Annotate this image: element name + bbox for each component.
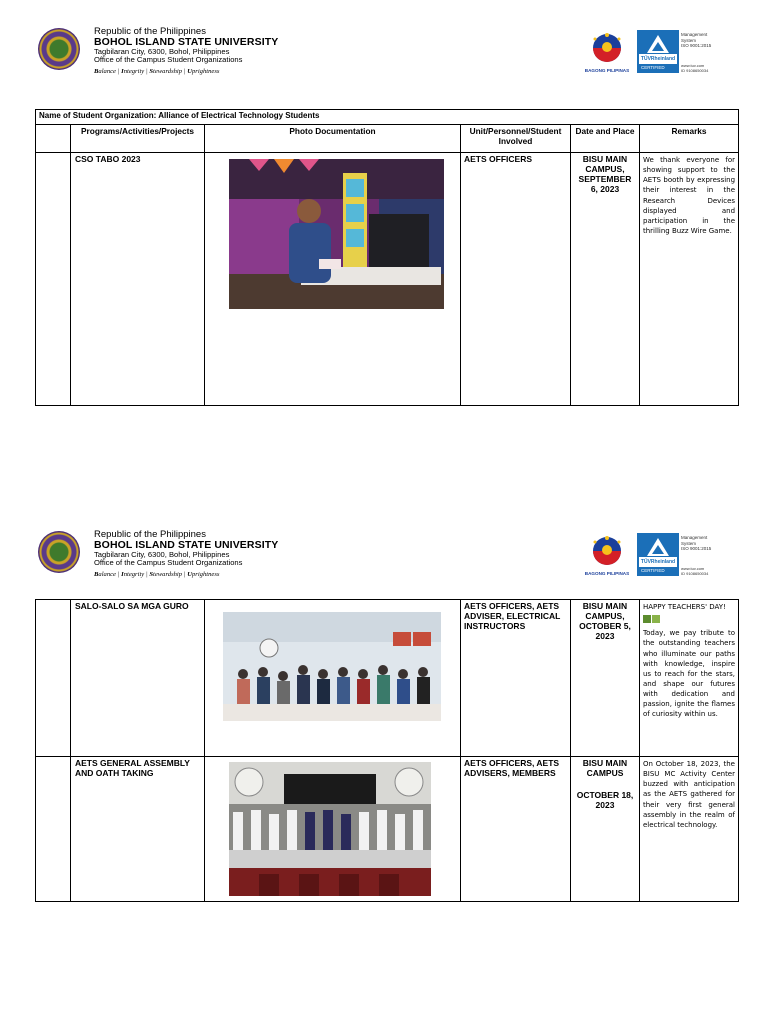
office-line: Office of the Campus Student Organizations bbox=[94, 54, 243, 64]
program-name: SALO-SALO SA MGA GURO bbox=[71, 600, 205, 757]
date-place: BISU MAIN CAMPUS, OCTOBER 5, 2023 bbox=[571, 600, 640, 757]
tuv-certification-badge: TÜVRheinland CERTIFIED Management System ISO 9001:2015 www.tuv.com ID 9108650034 bbox=[637, 30, 717, 73]
unit-involved: AETS OFFICERS, AETS ADVISER, ELECTRICAL INSTRUCTORS bbox=[461, 600, 571, 757]
col-photo: Photo Documentation bbox=[205, 125, 461, 153]
emoji-icon bbox=[643, 615, 651, 623]
emoji-icons bbox=[643, 614, 735, 624]
page1-header bbox=[0, 0, 768, 75]
remarks-title: HAPPY TEACHERS' DAY! bbox=[643, 603, 726, 611]
university-name: BOHOL ISLAND STATE UNIVERSITY bbox=[94, 35, 279, 48]
photo-teachers-day-group bbox=[223, 612, 441, 721]
remarks: On October 18, 2023, the BISU MC Activity Center buzzed with anticipation as the AETS gathered for their very first general assembly in the realm of electrical technology. bbox=[640, 757, 739, 902]
col-remarks: Remarks bbox=[640, 125, 739, 153]
address-line: Tagbilaran City, 6300, Bohol, Philippines bbox=[94, 46, 230, 56]
remarks bbox=[640, 600, 739, 757]
page2-header bbox=[0, 503, 768, 578]
university-seal-logo bbox=[38, 531, 80, 573]
letterhead-text bbox=[94, 530, 278, 579]
col-programs: Programs/Activities/Projects bbox=[71, 125, 205, 153]
bagong-pilipinas-logo bbox=[584, 532, 630, 578]
bagong-pilipinas-logo bbox=[584, 29, 630, 75]
date-place: BISU MAIN CAMPUS, SEPTEMBER 6, 2023 bbox=[571, 153, 640, 406]
republic-line: Republic of the Philippines bbox=[94, 26, 206, 37]
date-place: BISU MAIN CAMPUS OCTOBER 18, 2023 bbox=[571, 757, 640, 902]
motto: Balance | Integrity | Stewardship | Uprightness bbox=[94, 67, 220, 75]
unit-involved: AETS OFFICERS bbox=[461, 153, 571, 406]
republic-line: Republic of the Philippines bbox=[94, 529, 206, 540]
photo-general-assembly bbox=[229, 762, 431, 896]
program-name: AETS GENERAL ASSEMBLY AND OATH TAKING bbox=[71, 757, 205, 902]
col-unit: Unit/Personnel/Student Involved bbox=[461, 125, 571, 153]
organization-name: Name of Student Organization: Alliance of Electrical Technology Students bbox=[36, 110, 739, 125]
svg-text:BAGONG PILIPINAS: BAGONG PILIPINAS bbox=[584, 571, 630, 576]
university-seal-logo bbox=[38, 28, 80, 70]
office-line: Office of the Campus Student Organizations bbox=[94, 557, 243, 567]
svg-text:BAGONG PILIPINAS: BAGONG PILIPINAS bbox=[584, 68, 630, 73]
university-name: BOHOL ISLAND STATE UNIVERSITY bbox=[94, 538, 279, 551]
tuv-certification-badge: TÜVRheinland CERTIFIED Management System ISO 9001:2015 www.tuv.com ID 9108650034 bbox=[637, 533, 717, 576]
emoji-icon bbox=[652, 615, 660, 623]
photo-cso-tabo-booth bbox=[229, 159, 444, 309]
col-number bbox=[36, 125, 71, 153]
motto: Balance | Integrity | Stewardship | Uprightness bbox=[94, 570, 220, 578]
address-line: Tagbilaran City, 6300, Bohol, Philippines bbox=[94, 549, 230, 559]
remarks: We thank everyone for showing support to the AETS booth by expressing their interest in the Research Devices displayed and participation in the thrilling Buzz Wire Game. bbox=[640, 153, 739, 406]
unit-involved: AETS OFFICERS, AETS ADVISERS, MEMBERS bbox=[461, 757, 571, 902]
program-name: CSO TABO 2023 bbox=[71, 153, 205, 406]
remarks-body: Today, we pay tribute to the outstanding teachers who illuminate our paths with knowledge, inspire us to reach for the stars, and shape our futures with dedication and passion, ignite the flames of curiosity within us. bbox=[643, 629, 735, 719]
col-date-place: Date and Place bbox=[571, 125, 640, 153]
letterhead-text bbox=[94, 27, 278, 76]
